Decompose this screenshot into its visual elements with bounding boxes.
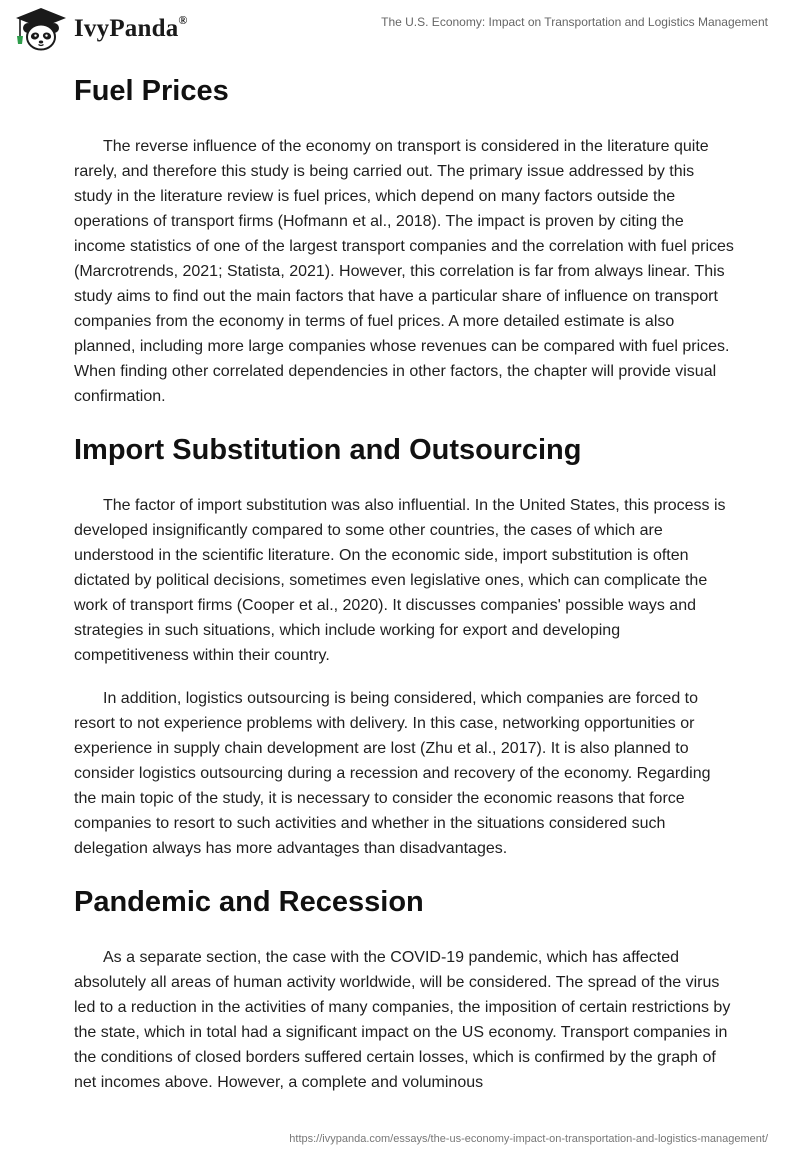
paragraph: The reverse influence of the economy on transport is considered in the literature quite rarely, and therefore this study is being carried out. The primary issue addressed by this study in the literature review is fuel prices, which depend on many factors outside the operations of transport firms (Hofmann et al., 2018). The impact is proven by citing the income statistics of one of the largest transport companies and the correlation with fuel prices (Marcrotrends, 2021; Statista, 2021). However, this correlation is far from always linear. This study aims to find out the main factors that have a particular share of influence on transport companies from the economy in terms of fuel prices. A more detailed estimate is also planned, including more large companies whose revenues can be compared with fuel prices. When finding other correlated dependencies in other factors, the chapter will provide visual confirmation. bbox=[74, 138, 734, 405]
section-pandemic-recession bbox=[74, 881, 734, 1095]
source-url-link[interactable]: https://ivypanda.com/essays/the-us-economy-impact-on-transportation-and-logistics-management/ bbox=[289, 1133, 768, 1145]
section-heading: Fuel Prices bbox=[74, 75, 229, 107]
section-heading: Pandemic and Recession bbox=[74, 886, 424, 918]
essay-content bbox=[74, 70, 734, 1095]
panda-graduate-icon bbox=[14, 6, 68, 52]
running-title: The U.S. Economy: Impact on Transportation and Logistics Management bbox=[381, 15, 768, 29]
section-fuel-prices bbox=[74, 70, 734, 409]
paragraph: As a separate section, the case with the COVID-19 pandemic, which has affected absolutely all areas of human activity worldwide, will be considered. The spread of the virus led to a reduction in the activities of many companies, the imposition of certain restrictions by the state, which in total had a significant impact on the US economy. Transport companies in the conditions of closed borders suffered certain losses, which is confirmed by the graph of net incomes above. However, a complete and voluminous bbox=[74, 949, 731, 1091]
brand-name-text: IvyPanda bbox=[74, 15, 179, 42]
page-header bbox=[0, 0, 800, 60]
registered-mark: ® bbox=[178, 13, 188, 27]
section-import-substitution bbox=[74, 429, 734, 861]
brand-logo[interactable] bbox=[14, 6, 188, 52]
brand-name bbox=[74, 15, 188, 43]
paragraph: The factor of import substitution was also influential. In the United States, this process is developed insignificantly compared to some other countries, the cases of which are understood in the scientific literature. On the economic side, import substitution is often dictated by political decisions, sometimes even legislative ones, which can complicate the work of transport firms (Cooper et al., 2020). It discusses companies' possible ways and strategies in such situations, which include working for export and developing competitiveness within their country. bbox=[74, 497, 726, 664]
paragraph: In addition, logistics outsourcing is being considered, which companies are forced to resort to not experience problems with delivery. In this case, networking opportunities or experience in supply chain development are lost (Zhu et al., 2017). It is also planned to consider logistics outsourcing during a recession and recovery of the economy. Regarding the main topic of the study, it is necessary to consider the economic reasons that force companies to resort to such activities and whether in the situations considered such delegation always has more advantages than disadvantages. bbox=[74, 690, 711, 857]
section-heading: Import Substitution and Outsourcing bbox=[74, 434, 582, 466]
